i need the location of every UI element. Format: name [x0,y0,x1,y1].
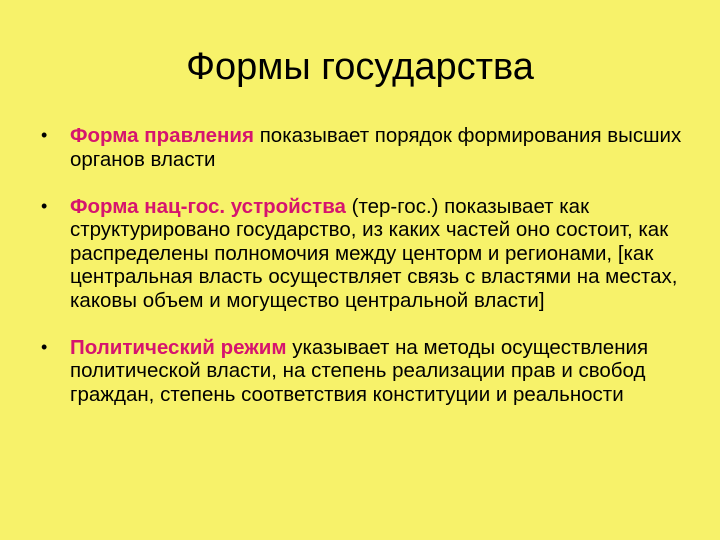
bullet-term: Форма правления [70,124,254,147]
bullet-marker: • [41,125,48,145]
bullet-text: указывает на методы осуществления политической власти, на степень реализации прав и свобод граждан, степень соответствия конституции и реальности [70,335,649,406]
bullet-marker: • [41,195,48,216]
bullet-term: Политический режим [70,335,287,359]
bullet-term: Форма нац-гос. устройства [70,194,346,218]
bullet-item-form-of-government [0,124,720,171]
bullet-item-territorial-structure [0,195,720,313]
bullet-item-political-regime [0,336,720,407]
bullet-list [0,124,720,430]
bullet-text: (тер-гос.) показывает как структурировано государство, из каких частей оно состоит, как распределены полномочия между центорм и регионами, [как центральная власть осуществляет связь с властями на местах, каковы объем и могущество центральной власти] [70,194,678,312]
slide-title: Формы государства [186,46,534,88]
bullet-marker: • [41,336,48,357]
bullet-text: показывает порядок формирования высших органов власти [70,124,682,171]
